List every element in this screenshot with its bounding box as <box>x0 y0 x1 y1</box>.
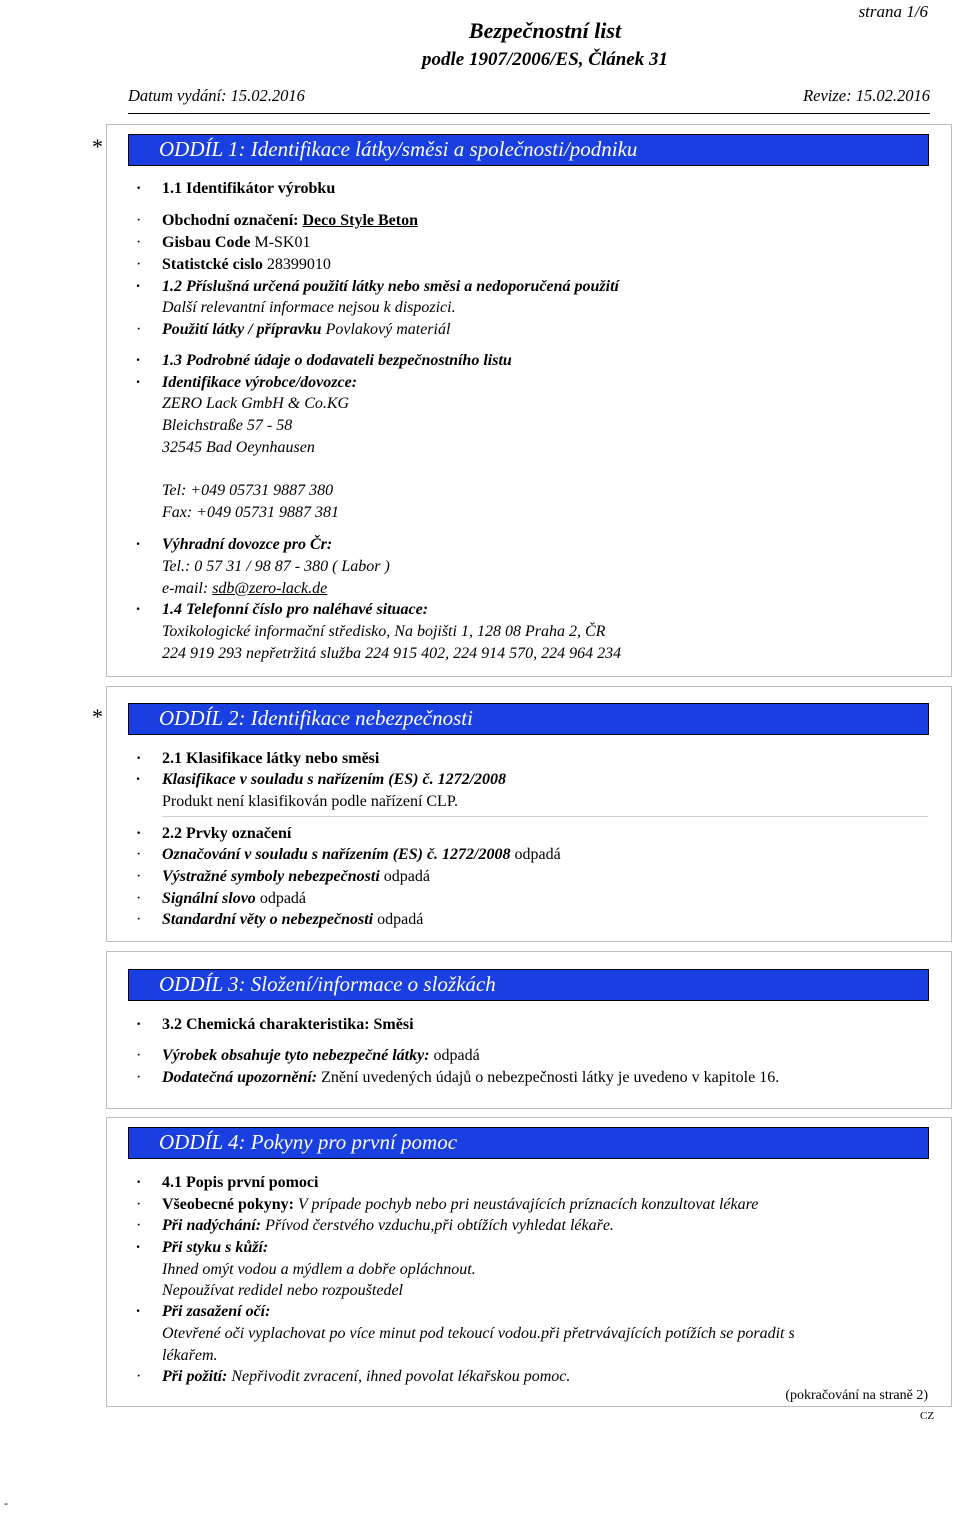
company-fax: Fax: +049 05731 9887 381 <box>162 504 339 521</box>
header-divider <box>128 113 930 114</box>
general-row: · Všeobecné pokyny: V prípade pochyb nebo pri neustávajících príznacích konzultovat lékare <box>136 1196 759 1213</box>
skin-instruction-2: Nepoužívat redidel nebo rozpouštedel <box>162 1282 403 1299</box>
relevant-info: Další relevantní informace nejsou k dispozici. <box>162 299 456 316</box>
use-row: · Použití látky / přípravku Povlakový materiál <box>136 321 451 338</box>
header-dates <box>128 86 930 106</box>
skin-label: · Při styku s kůží: <box>136 1239 269 1256</box>
issue-date: Datum vydání: 15.02.2016 <box>128 86 305 105</box>
inhalation-row: · Při nadýchání: Přívod čerstvého vzduchu,při obtížích vyhledat lékaře. <box>136 1217 614 1234</box>
emergency-center: Toxikologické informační středisko, Na bojišti 1, 128 08 Praha 2, ČR <box>162 623 606 640</box>
pictograms-row: · Výstražné symboly nebezpečnosti odpadá <box>136 868 430 885</box>
item-1-3: · 1.3 Podrobné údaje o dodavateli bezpečnostního listu <box>136 352 512 369</box>
page-number: strana 1/6 <box>858 2 928 21</box>
document-subtitle: podle 1907/2006/ES, Článek 31 <box>422 49 668 70</box>
item-1-4: · 1.4 Telefonní číslo pro naléhavé situace: <box>136 601 429 618</box>
section-4-title: ODDÍL 4: Pokyny pro první pomoc <box>159 1130 458 1154</box>
item-2-2: · 2.2 Prvky označení <box>136 825 292 842</box>
trade-name-value: Deco Style Beton <box>302 212 418 229</box>
revision-date: Revize: 15.02.2016 <box>803 86 930 105</box>
item-2-1: · 2.1 Klasifikace látky nebo směsi <box>136 750 380 767</box>
company-tel: Tel: +049 05731 9887 380 <box>162 482 334 499</box>
section-2-header <box>128 703 929 735</box>
signal-word-row: · Signální slovo odpadá <box>136 890 307 907</box>
company-city: 32545 Bad Oeynhausen <box>162 439 315 456</box>
item-1-1: · 1.1 Identifikátor výrobku <box>136 180 336 197</box>
gisbau-row: · Gisbau Code M-SK01 <box>136 234 311 251</box>
continued-note: (pokračování na straně 2) <box>785 1388 928 1403</box>
section-3-title: ODDÍL 3: Složení/informace o složkách <box>159 972 496 996</box>
additional-info-row: · Dodatečná upozornění: Znění uvedených údajů o nebezpečnosti látky je uvedeno v kapitole 16. <box>136 1069 780 1086</box>
importer-tel: Tel.: 0 57 31 / 98 87 - 380 ( Labor ) <box>162 558 390 575</box>
labelling-row: · Označování v souladu s nařízením (ES) č. 1272/2008 odpadá <box>136 846 561 863</box>
item-1-2: · 1.2 Příslušná určená použití látky nebo směsi a nedoporučená použití <box>136 278 619 295</box>
importer-label: · Výhradní dovozce pro Čr: <box>136 536 333 553</box>
section-1-change-mark: * <box>92 134 103 159</box>
stat-number-row: · Statistcké cislo 28399010 <box>136 256 331 273</box>
skin-instruction-1: Ihned omýt vodou a mýdlem a dobře opláchnout. <box>162 1261 476 1278</box>
item-3-2: · 3.2 Chemická charakteristika: Směsi <box>136 1016 414 1033</box>
eye-label: · Při zasažení očí: <box>136 1303 271 1320</box>
trade-name-row: · Obchodní označení: Deco Style Beton <box>136 212 418 229</box>
company-street: Bleichstraße 57 - 58 <box>162 417 293 434</box>
section-1-header <box>128 134 929 166</box>
eye-instruction-1: Otevřené oči vyplachovat po více minut pod tekoucí vodou.při přetrvávajících potížích se poradit s <box>162 1325 795 1342</box>
divider <box>162 816 928 817</box>
email-row: e-mail: sdb@zero-lack.de <box>162 580 328 597</box>
language-code: CZ <box>920 1410 935 1422</box>
email-link[interactable]: sdb@zero-lack.de <box>212 580 328 597</box>
section-4-header <box>128 1127 929 1159</box>
emergency-phones: 224 919 293 nepřetržitá služba 224 915 402, 224 914 570, 224 964 234 <box>162 645 622 662</box>
section-3-header <box>128 969 929 1001</box>
document-title: Bezpečnostní list <box>468 18 622 43</box>
ingestion-row: · Při požití: Nepřivodit zvracení, ihned povolat lékařskou pomoc. <box>136 1368 571 1385</box>
section-2-title: ODDÍL 2: Identifikace nebezpečnosti <box>159 706 473 730</box>
eye-instruction-2: lékařem. <box>162 1347 218 1364</box>
classification-value: Produkt není klasifikován podle nařízení CLP. <box>162 793 458 810</box>
section-2-change-mark: * <box>92 704 103 729</box>
manufacturer-label: · Identifikace výrobce/dovozce: <box>136 374 358 391</box>
hazard-statements-row: · Standardní věty o nebezpečnosti odpadá <box>136 911 424 928</box>
section-1-title: ODDÍL 1: Identifikace látky/směsi a společnosti/podniku <box>159 137 638 161</box>
contains-row: · Výrobek obsahuje tyto nebezpečné látky: odpadá <box>136 1047 480 1064</box>
page-mark: - <box>4 1496 8 1510</box>
item-4-1: · 4.1 Popis první pomoci <box>136 1174 319 1191</box>
classification-label: · Klasifikace v souladu s nařízením (ES) č. 1272/2008 <box>136 771 507 788</box>
company-name: ZERO Lack GmbH & Co.KG <box>162 395 350 412</box>
